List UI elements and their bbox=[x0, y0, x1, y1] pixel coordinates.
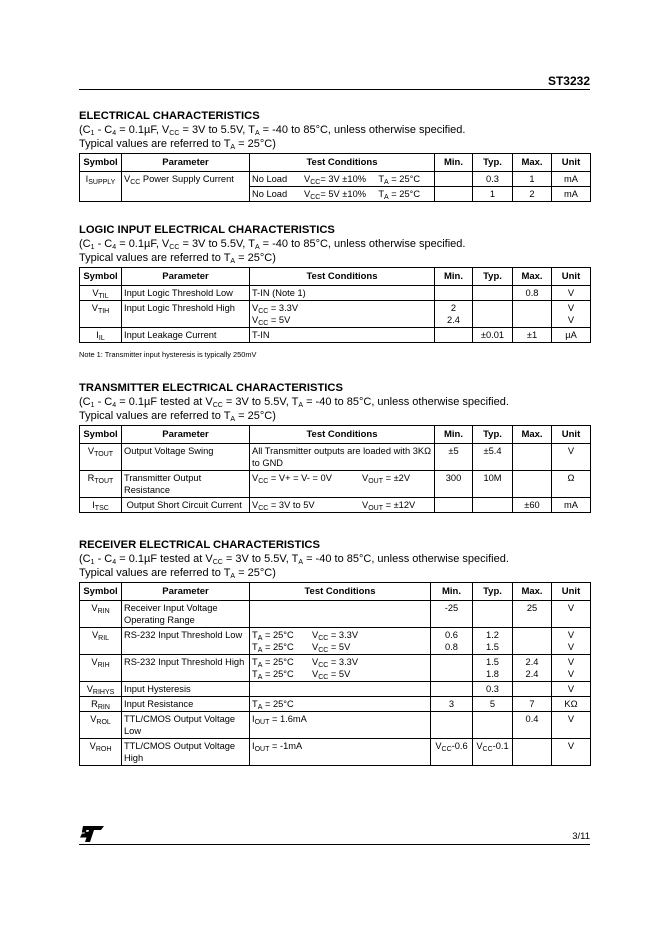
receiver-table bbox=[79, 582, 591, 766]
header-rule bbox=[79, 89, 590, 90]
col-header-symbol: Symbol bbox=[80, 268, 122, 286]
symbol-cell: $V_{TIH}$ bbox=[80, 301, 122, 328]
unit-cell: KΩ bbox=[552, 697, 591, 712]
parameter-cell: Output Short Circuit Current bbox=[122, 498, 250, 513]
unit-cell: mA bbox=[552, 187, 591, 202]
section-typical-note: Typical values are referred to $T_A = 25^\circ C$) bbox=[79, 252, 276, 265]
col-header-symbol: Symbol bbox=[80, 583, 122, 601]
table-row bbox=[80, 301, 591, 328]
max-cell bbox=[513, 739, 552, 766]
parameter-cell: Input Logic Threshold High bbox=[122, 301, 250, 328]
col-header-test-conditions: Test Conditions bbox=[250, 154, 435, 172]
parameter-cell: RS-232 Input Threshold Low bbox=[122, 628, 250, 655]
section-title: TRANSMITTER ELECTRICAL CHARACTERISTICS bbox=[79, 382, 343, 394]
col-header-min: Min. bbox=[435, 426, 473, 444]
section-transmitter bbox=[79, 381, 590, 513]
min-cell bbox=[431, 655, 473, 682]
col-header-min: Min. bbox=[431, 583, 473, 601]
conditions-cell: $T_A = 25^\circ C$ $V_{CC} = 3.3V$ $T_A = 25^\circ C$ $V_{CC} = 5V$ bbox=[250, 655, 431, 682]
max-cell bbox=[513, 682, 552, 697]
max-cell bbox=[513, 628, 552, 655]
min-cell: 300 bbox=[435, 471, 473, 498]
parameter-cell: TTL/CMOS Output Voltage Low bbox=[122, 712, 250, 739]
conditions-cell: $T_A = 25^\circ C$ bbox=[250, 697, 431, 712]
min-cell: $V_{CC}-0.6$ bbox=[431, 739, 473, 766]
unit-cell: V V bbox=[552, 655, 591, 682]
unit-cell: V bbox=[552, 444, 591, 471]
conditions-cell: $T_A = 25^\circ C$ $V_{CC} = 3.3V$ $T_A = 25^\circ C$ $V_{CC} = 5V$ bbox=[250, 628, 431, 655]
parameter-cell: Receiver Input Voltage Operating Range bbox=[122, 601, 250, 628]
parameter-cell: Output Voltage Swing bbox=[122, 444, 250, 471]
typ-cell: $V_{CC}-0.1$ bbox=[473, 739, 513, 766]
max-cell: 25 bbox=[513, 601, 552, 628]
typ-cell bbox=[473, 601, 513, 628]
table-row bbox=[80, 328, 591, 343]
section-conditions: ($C_1 - C_4 = 0.1\mu F$ tested at $V_{CC} = 3V$ to 5.5V, $T_A = -40$ to 85°C, unless otherwise specified. bbox=[79, 396, 509, 409]
min-cell bbox=[435, 172, 473, 187]
typ-cell: 1.5 1.8 bbox=[473, 655, 513, 682]
min-cell bbox=[431, 682, 473, 697]
section-typical-note: Typical values are referred to $T_A = 25^\circ C$) bbox=[79, 567, 276, 580]
section-title: ELECTRICAL CHARACTERISTICS bbox=[79, 110, 260, 122]
max-cell bbox=[513, 444, 552, 471]
table-row bbox=[80, 286, 591, 301]
max-cell bbox=[513, 471, 552, 498]
section-title: LOGIC INPUT ELECTRICAL CHARACTERISTICS bbox=[79, 224, 335, 236]
min-cell: 0.6 0.8 bbox=[431, 628, 473, 655]
symbol-cell: $I_{IL}$ bbox=[80, 328, 122, 343]
symbol-cell: $R_{RIN}$ bbox=[80, 697, 122, 712]
col-header-symbol: Symbol bbox=[80, 426, 122, 444]
symbol-cell: $I_{TSC}$ bbox=[80, 498, 122, 513]
table-header-row bbox=[80, 268, 591, 286]
table-row bbox=[80, 697, 591, 712]
parameter-cell: Input Hysteresis bbox=[122, 682, 250, 697]
footnote: Note 1: Transmitter input hysteresis is typically 250mV bbox=[79, 350, 257, 359]
typ-cell bbox=[473, 712, 513, 739]
unit-cell: µA bbox=[552, 328, 591, 343]
symbol-cell: $V_{TOUT}$ bbox=[80, 444, 122, 471]
min-cell bbox=[431, 712, 473, 739]
max-cell: ±60 bbox=[513, 498, 552, 513]
typ-cell: 0.3 bbox=[473, 682, 513, 697]
table-header-row bbox=[80, 426, 591, 444]
unit-cell: mA bbox=[552, 172, 591, 187]
unit-cell: Ω bbox=[552, 471, 591, 498]
min-cell bbox=[435, 187, 473, 202]
table-row bbox=[80, 471, 591, 498]
col-header-symbol: Symbol bbox=[80, 154, 122, 172]
parameter-cell: TTL/CMOS Output Voltage High bbox=[122, 739, 250, 766]
parameter-cell: $V_{CC}$ Power Supply Current bbox=[122, 172, 250, 202]
col-header-test-conditions: Test Conditions bbox=[250, 426, 435, 444]
unit-cell: V bbox=[552, 682, 591, 697]
symbol-cell: $V_{ROL}$ bbox=[80, 712, 122, 739]
typ-cell: 1.2 1.5 bbox=[473, 628, 513, 655]
col-header-parameter: Parameter bbox=[122, 154, 250, 172]
unit-cell: V bbox=[552, 739, 591, 766]
section-conditions: ($C_1 - C_4 = 0.1\mu F$, $V_{CC} = 3V$ to 5.5V, $T_A = -40$ to 85°C, unless otherwise specified. bbox=[79, 124, 466, 137]
unit-cell: V bbox=[552, 286, 591, 301]
section-conditions: ($C_1 - C_4 = 0.1\mu F$, $V_{CC} = 3V$ to 5.5V, $T_A = -40$ to 85°C, unless otherwise specified. bbox=[79, 238, 466, 251]
conditions-cell: No Load $V_{CC}= 5V \pm 10\%$ $T_A = 25^\circ C$ bbox=[250, 187, 435, 202]
table-row bbox=[80, 739, 591, 766]
conditions-cell: T-IN (Note 1) bbox=[250, 286, 435, 301]
typ-cell: ±0.01 bbox=[473, 328, 513, 343]
col-header-max: Max. bbox=[513, 583, 552, 601]
footer-rule bbox=[79, 844, 590, 845]
col-header-unit: Unit bbox=[552, 268, 591, 286]
conditions-cell: $V_{CC} = 3.3V$ $V_{CC} = 5V$ bbox=[250, 301, 435, 328]
table-row bbox=[80, 498, 591, 513]
conditions-cell: $I_{OUT} = 1.6mA$ bbox=[250, 712, 431, 739]
unit-cell: V bbox=[552, 712, 591, 739]
col-header-max: Max. bbox=[513, 268, 552, 286]
electrical-table bbox=[79, 153, 591, 202]
min-cell: 3 bbox=[431, 697, 473, 712]
parameter-cell: Input Leakage Current bbox=[122, 328, 250, 343]
section-logic-input bbox=[79, 223, 590, 359]
typ-cell: 5 bbox=[473, 697, 513, 712]
unit-cell: V V bbox=[552, 301, 591, 328]
conditions-cell bbox=[250, 682, 431, 697]
table-row bbox=[80, 655, 591, 682]
unit-cell: V V bbox=[552, 628, 591, 655]
unit-cell: V bbox=[552, 601, 591, 628]
section-typical-note: Typical values are referred to $T_A = 25^\circ C$) bbox=[79, 138, 276, 151]
symbol-cell: $V_{ROH}$ bbox=[80, 739, 122, 766]
page-number: 3/11 bbox=[572, 831, 590, 842]
typ-cell bbox=[473, 286, 513, 301]
document-part-number: ST3232 bbox=[547, 74, 590, 88]
col-header-max: Max. bbox=[513, 154, 552, 172]
col-header-min: Min. bbox=[435, 268, 473, 286]
col-header-typ: Typ. bbox=[473, 426, 513, 444]
min-cell: -25 bbox=[431, 601, 473, 628]
min-cell bbox=[435, 328, 473, 343]
col-header-unit: Unit bbox=[552, 583, 591, 601]
typ-cell: 0.3 bbox=[473, 172, 513, 187]
logic-input-table bbox=[79, 267, 591, 343]
table-row bbox=[80, 444, 591, 471]
parameter-cell: Input Logic Threshold Low bbox=[122, 286, 250, 301]
typ-cell bbox=[473, 498, 513, 513]
max-cell bbox=[513, 301, 552, 328]
parameter-cell: RS-232 Input Threshold High bbox=[122, 655, 250, 682]
section-typical-note: Typical values are referred to $T_A = 25^\circ C$) bbox=[79, 410, 276, 423]
table-header-row bbox=[80, 154, 591, 172]
col-header-parameter: Parameter bbox=[122, 426, 250, 444]
col-header-typ: Typ. bbox=[473, 583, 513, 601]
col-header-typ: Typ. bbox=[473, 154, 513, 172]
typ-cell: 1 bbox=[473, 187, 513, 202]
unit-cell: mA bbox=[552, 498, 591, 513]
symbol-cell: $R_{TOUT}$ bbox=[80, 471, 122, 498]
st-logo-icon bbox=[79, 825, 105, 843]
table-header-row bbox=[80, 583, 591, 601]
section-receiver bbox=[79, 538, 590, 766]
conditions-cell bbox=[250, 601, 431, 628]
section-title: RECEIVER ELECTRICAL CHARACTERISTICS bbox=[79, 539, 320, 551]
col-header-min: Min. bbox=[435, 154, 473, 172]
parameter-cell: Transmitter Output Resistance bbox=[122, 471, 250, 498]
symbol-cell: $V_{RIN}$ bbox=[80, 601, 122, 628]
typ-cell bbox=[473, 301, 513, 328]
col-header-parameter: Parameter bbox=[122, 583, 250, 601]
conditions-cell: T-IN bbox=[250, 328, 435, 343]
transmitter-table bbox=[79, 425, 591, 513]
table-row bbox=[80, 712, 591, 739]
max-cell: 2.4 2.4 bbox=[513, 655, 552, 682]
table-row bbox=[80, 682, 591, 697]
symbol-cell: $I_{SUPPLY}$ bbox=[80, 172, 122, 202]
min-cell: 2 2.4 bbox=[435, 301, 473, 328]
typ-cell: ±5.4 bbox=[473, 444, 513, 471]
min-cell bbox=[435, 498, 473, 513]
conditions-cell: $V_{CC} = V+ = V- = 0V$ $V_{OUT} = \pm 2V$ bbox=[250, 471, 435, 498]
max-cell: 0.8 bbox=[513, 286, 552, 301]
parameter-cell: Input Resistance bbox=[122, 697, 250, 712]
col-header-parameter: Parameter bbox=[122, 268, 250, 286]
col-header-test-conditions: Test Conditions bbox=[250, 268, 435, 286]
conditions-cell: All Transmitter outputs are loaded with 3KΩ to GND bbox=[250, 444, 435, 471]
section-electrical bbox=[79, 109, 590, 202]
symbol-cell: $V_{TIL}$ bbox=[80, 286, 122, 301]
col-header-unit: Unit bbox=[552, 154, 591, 172]
max-cell: ±1 bbox=[513, 328, 552, 343]
symbol-cell: $V_{RIHYS}$ bbox=[80, 682, 122, 697]
conditions-cell: $V_{CC} = 3V$ to 5V $V_{OUT} = \pm 12V$ bbox=[250, 498, 435, 513]
min-cell bbox=[435, 286, 473, 301]
table-row bbox=[80, 628, 591, 655]
min-cell: ±5 bbox=[435, 444, 473, 471]
symbol-cell: $V_{RIL}$ bbox=[80, 628, 122, 655]
conditions-cell: No Load $V_{CC}= 3V \pm 10\%$ $T_A = 25^\circ C$ bbox=[250, 172, 435, 187]
col-header-unit: Unit bbox=[552, 426, 591, 444]
col-header-max: Max. bbox=[513, 426, 552, 444]
table-row bbox=[80, 601, 591, 628]
table-row bbox=[80, 172, 591, 187]
max-cell: 0.4 bbox=[513, 712, 552, 739]
col-header-test-conditions: Test Conditions bbox=[250, 583, 431, 601]
max-cell: 1 bbox=[513, 172, 552, 187]
typ-cell: 10M bbox=[473, 471, 513, 498]
conditions-cell: $I_{OUT} = -1mA$ bbox=[250, 739, 431, 766]
max-cell: 2 bbox=[513, 187, 552, 202]
section-conditions: ($C_1 - C_4 = 0.1\mu F$ tested at $V_{CC} = 3V$ to 5.5V, $T_A = -40$ to 85°C, unless otherwise specified. bbox=[79, 553, 509, 566]
max-cell: 7 bbox=[513, 697, 552, 712]
col-header-typ: Typ. bbox=[473, 268, 513, 286]
symbol-cell: $V_{RIH}$ bbox=[80, 655, 122, 682]
